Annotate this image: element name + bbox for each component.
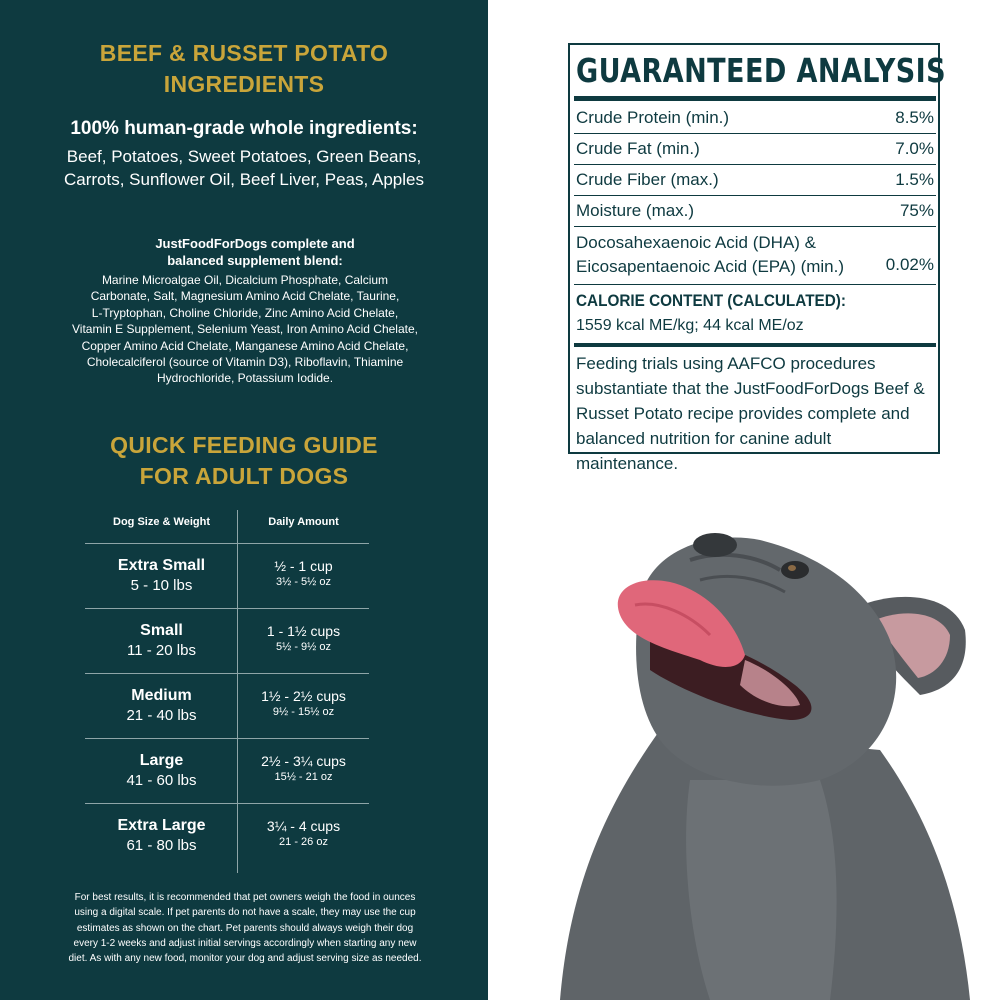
analysis-label: Crude Fat (min.): [576, 139, 700, 158]
ingredients-subtitle: 100% human-grade whole ingredients:: [70, 118, 418, 139]
size-name: Medium: [131, 687, 192, 704]
feeding-guide-title-line2: FOR ADULT DOGS: [139, 463, 349, 489]
supplement-title-line2: balanced supplement blend:: [167, 253, 343, 268]
footnote-line: using a digital scale. If pet parents do not have a scale, they may use the cup: [74, 907, 416, 919]
analysis-value: 8.5%: [895, 108, 934, 127]
amount-oz: 15½ - 21 oz: [274, 771, 333, 783]
feeding-guide-title: [0, 430, 488, 492]
amount-oz: 5½ - 9½ oz: [275, 641, 332, 653]
dog-nose: [693, 533, 737, 557]
supplement-line: L-Tryptophan, Choline Chloride, Zinc Amino Acid Chelate,: [91, 305, 399, 320]
size-name: Large: [139, 752, 184, 769]
footnote-line: diet. As with any new food, monitor your dog and adjust serving size as needed.: [68, 953, 422, 965]
size-weight: 61 - 80 lbs: [126, 837, 197, 854]
table-row: [85, 608, 369, 674]
french-bulldog-photo: [540, 520, 980, 1000]
dog-chest: [686, 780, 836, 1000]
ingredients-title: [0, 38, 488, 100]
analysis-heavy-rule: [574, 343, 936, 347]
analysis-row: [574, 134, 936, 165]
supplement-line: Cholecalciferol (source of Vitamin D3), Riboflavin, Thiamine: [86, 355, 404, 370]
amount-oz: 3½ - 5½ oz: [275, 576, 332, 588]
table-row: [85, 673, 369, 739]
size-name: Extra Large: [117, 817, 206, 834]
statement-line: balanced nutrition for canine adult maintenance.: [576, 429, 832, 473]
analysis-value: 7.0%: [895, 139, 934, 158]
table-header: [85, 505, 369, 539]
supplement-title-line1: JustFoodForDogs complete and: [155, 236, 355, 251]
footnote-line: For best results, it is recommended that pet owners weigh the food in ounces: [74, 892, 416, 903]
amount-oz: 21 - 26 oz: [279, 836, 328, 848]
table-row: [85, 803, 369, 869]
statement-line: substantiate that the JustFoodForDogs Beef &: [576, 379, 925, 398]
dha-label-line1: Docosahexaenoic Acid (DHA) &: [576, 233, 817, 252]
amount-cups: 2½ - 3¼ cups: [261, 753, 346, 769]
table-row: [85, 543, 369, 609]
table-row: [85, 738, 369, 804]
amount-cups: ½ - 1 cup: [274, 558, 333, 574]
amount-cups: 1 - 1½ cups: [266, 623, 341, 639]
ingredients-list-line: Carrots, Sunflower Oil, Beef Liver, Peas, Apples: [63, 170, 424, 189]
supplement-line: Marine Microalgae Oil, Dicalcium Phosphate, Calcium: [101, 273, 389, 287]
ingredients-panel: [0, 0, 488, 1000]
analysis-title: GUARANTEED ANALYSIS: [576, 51, 947, 90]
feeding-table: [85, 505, 369, 854]
size-weight: 21 - 40 lbs: [126, 707, 197, 724]
aafco-statement: [576, 351, 936, 476]
header-dog-size: Dog Size & Weight: [113, 516, 210, 528]
analysis-row: [574, 196, 936, 227]
analysis-value: 0.02%: [885, 255, 934, 274]
supplement-list: [60, 272, 430, 387]
guaranteed-analysis-box: [568, 43, 947, 473]
amount-cups: 3¼ - 4 cups: [266, 818, 341, 834]
calorie-title: CALORIE CONTENT (CALCULATED):: [576, 291, 846, 310]
analysis-heavy-rule: [574, 96, 936, 101]
analysis-value: 1.5%: [895, 170, 934, 189]
feeding-guide-title-line1: QUICK FEEDING GUIDE: [110, 432, 378, 458]
statement-line: Russet Potato recipe provides complete and: [576, 404, 910, 423]
statement-line: Feeding trials using AAFCO procedures: [576, 354, 876, 373]
analysis-label: [576, 231, 844, 279]
supplement-title: [90, 235, 420, 269]
supplement-line: Carbonate, Salt, Magnesium Amino Acid Chelate, Taurine,: [90, 289, 400, 304]
size-name: Small: [140, 622, 183, 639]
header-daily-amount: Daily Amount: [268, 516, 339, 528]
dog-eye: [781, 561, 809, 579]
amount-cups: 1½ - 2½ cups: [261, 688, 346, 704]
ingredients-title-line2: INGREDIENTS: [163, 71, 325, 97]
size-weight: 11 - 20 lbs: [127, 642, 196, 659]
calorie-value: 1559 kcal ME/kg; 44 kcal ME/oz: [576, 317, 804, 334]
size-weight: 5 - 10 lbs: [130, 577, 193, 594]
ingredients-list: [20, 145, 468, 191]
ingredients-list-line: Beef, Potatoes, Sweet Potatoes, Green Beans,: [66, 147, 422, 166]
analysis-label: Crude Fiber (max.): [576, 170, 719, 189]
amount-oz: 9½ - 15½ oz: [272, 706, 335, 718]
analysis-row-dha-epa: [574, 227, 936, 285]
analysis-label: Crude Protein (min.): [576, 108, 730, 127]
ingredients-title-line1: BEEF & RUSSET POTATO: [99, 40, 389, 66]
footnote-line: every 1-2 weeks and adjust initial servings accordingly when starting any new: [73, 937, 417, 949]
size-name: Extra Small: [117, 557, 206, 574]
analysis-row: [574, 165, 936, 196]
analysis-label: Moisture (max.): [576, 201, 695, 220]
size-weight: 41 - 60 lbs: [126, 772, 197, 789]
analysis-row: [574, 104, 936, 134]
supplement-line: Vitamin E Supplement, Selenium Yeast, Iron Amino Acid Chelate,: [72, 322, 418, 337]
feeding-footnote: [60, 890, 430, 966]
footnote-line: estimates as shown on the chart. Pet parents should always weigh their dog: [76, 922, 414, 934]
analysis-value: 75%: [899, 201, 934, 220]
dha-label-line2: Eicosapentaenoic Acid (EPA) (min.): [576, 257, 845, 276]
supplement-line: Hydrochloride, Potassium Iodide.: [156, 371, 334, 386]
supplement-line: Copper Amino Acid Chelate, Manganese Amino Acid Chelate,: [81, 338, 409, 353]
